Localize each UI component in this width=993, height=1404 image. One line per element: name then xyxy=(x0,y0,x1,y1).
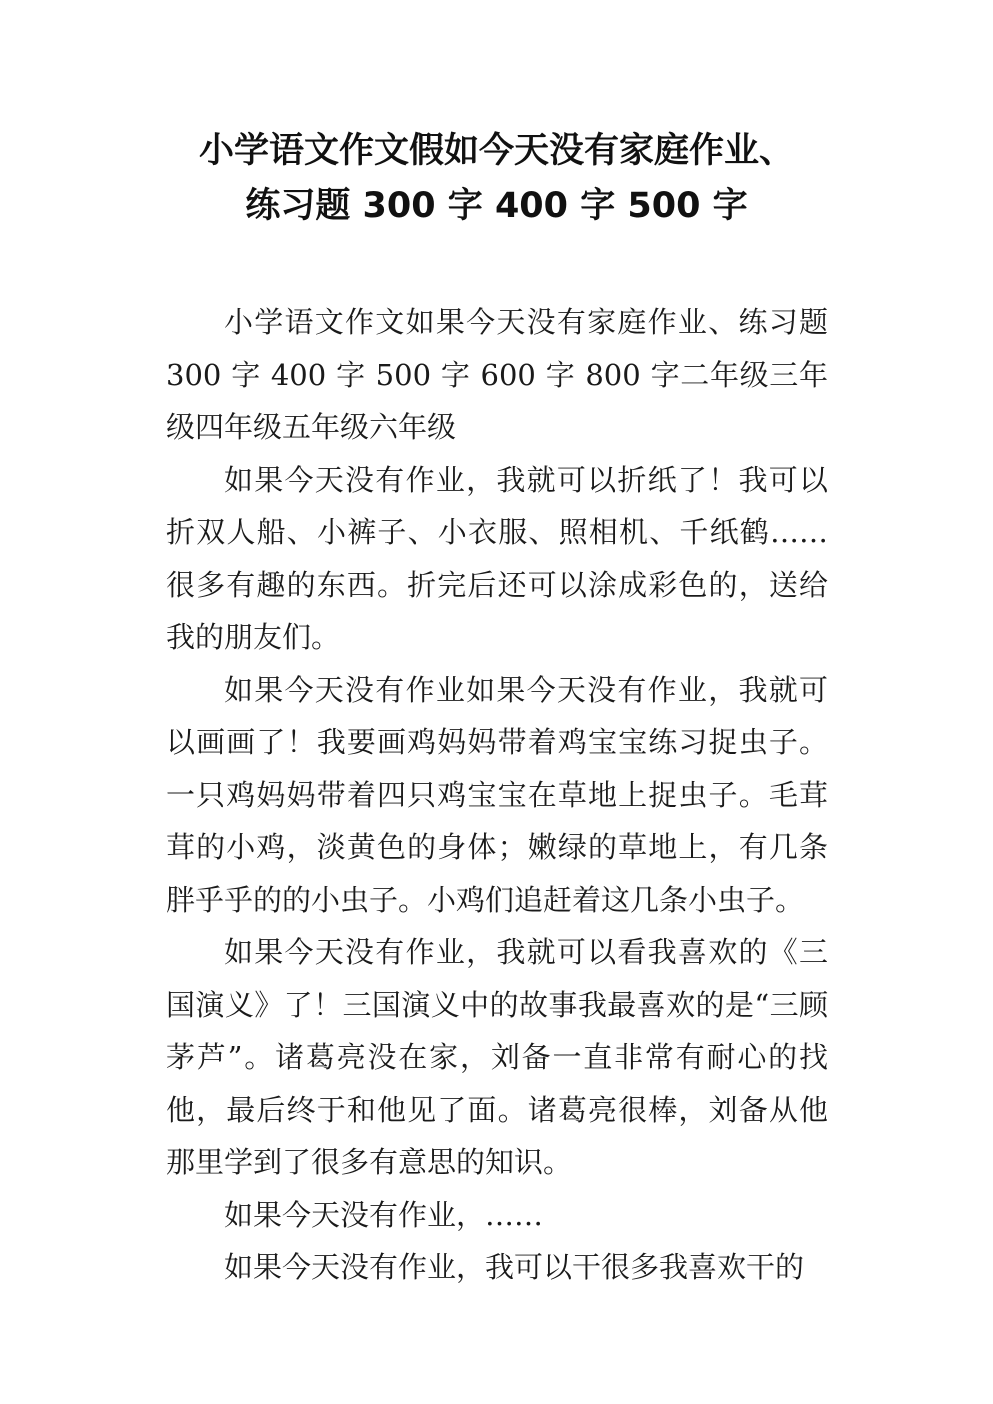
paragraph-ellipsis: 如果今天没有作业，…… xyxy=(224,1197,544,1232)
title-line-1: 小学语文作文假如今天没有家庭作业、 xyxy=(198,131,794,171)
document-body xyxy=(166,296,828,1294)
paragraph-drawing: 如果今天没有作业如果今天没有作业，我就可以画画了！我要画鸡妈妈带着鸡宝宝练习捉虫子。一只鸡妈妈带着四只鸡宝宝在草地上捉虫子。毛茸茸的小鸡，淡黄色的身体；嫩绿的草地上，有几条胖乎乎的的小虫子。小鸡们追赶着这几条小虫子。 xyxy=(166,672,828,917)
title-line-2: 练习题 300 字 400 字 500 字 xyxy=(245,186,748,226)
paragraph-origami: 如果今天没有作业，我就可以折纸了！我可以折双人船、小裤子、小衣服、照相机、千纸鹤……很多有趣的东西。折完后还可以涂成彩色的，送给我的朋友们。 xyxy=(166,462,828,654)
paragraph-reading: 如果今天没有作业，我就可以看我喜欢的《三国演义》了！三国演义中的故事我最喜欢的是“三顾茅芦”。诸葛亮没在家，刘备一直非常有耐心的找他，最后终于和他见了面。诸葛亮很棒，刘备从他那里学到了很多有意思的知识。 xyxy=(166,935,828,1179)
paragraph-intro: 小学语文作文如果今天没有家庭作业、练习题 300 字 400 字 500 字 600 字 800 字二年级三年级四年级五年级六年级 xyxy=(166,305,828,444)
document-title xyxy=(150,124,843,234)
paragraph-closing: 如果今天没有作业，我可以干很多我喜欢干的 xyxy=(224,1250,805,1284)
